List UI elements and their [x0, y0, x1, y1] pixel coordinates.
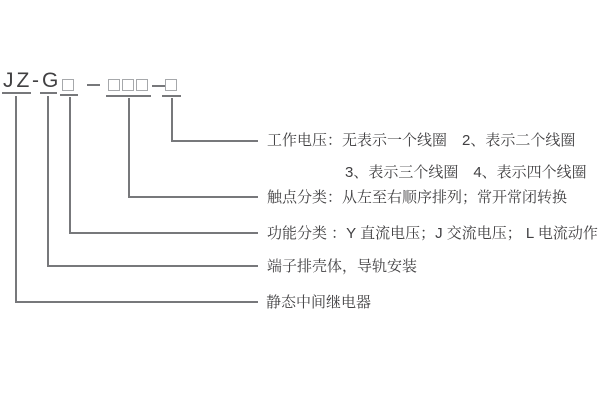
model-code-placeholder-box-contact-3 — [136, 79, 148, 91]
leader-vline-voltage — [171, 98, 173, 142]
leader-hline-voltage — [171, 140, 258, 142]
annotation-shell-mounting: 端子排壳体，导轨安装 — [267, 258, 418, 275]
annotation-working-voltage-line1: 工作电压：无表示一个线圈 2、表示二个线圈 — [267, 132, 576, 149]
leader-vline-relay-type — [15, 96, 17, 303]
model-code-series: JZ — [3, 69, 33, 92]
model-code-placeholder-box-function — [62, 79, 74, 91]
code-underline-series — [2, 92, 31, 94]
code-underline-contact — [106, 95, 151, 97]
model-code-dash-2 — [152, 85, 165, 87]
annotation-contact-classification: 触点分类：从左至右顺序排列；常开常闭转换 — [267, 189, 568, 206]
annotation-relay-type: 静态中间继电器 — [266, 294, 372, 311]
leader-vline-contact — [128, 98, 130, 198]
code-underline-voltage — [162, 95, 181, 97]
leader-hline-relay-type — [15, 301, 258, 303]
code-underline-function — [60, 94, 78, 96]
model-code-placeholder-box-contact-2 — [122, 79, 134, 91]
model-code-hyphen: - — [32, 69, 39, 92]
leader-hline-contact — [128, 196, 258, 198]
leader-hline-function — [69, 232, 258, 234]
model-code-mount-letter: G — [42, 69, 59, 92]
code-underline-mount — [40, 92, 57, 94]
model-code-dash-1 — [87, 84, 100, 86]
annotation-function-classification: 功能分类 ：Y 直流电压；J 交流电压； L 电流动作 — [267, 225, 598, 242]
leader-vline-function — [69, 97, 71, 234]
leader-vline-shell-mounting — [47, 96, 49, 267]
model-code-placeholder-box-contact-1 — [108, 79, 120, 91]
leader-hline-shell-mounting — [47, 265, 258, 267]
annotation-working-voltage-line2: 3、表示三个线圈 4、表示四个线圈 — [345, 164, 587, 181]
model-code-placeholder-box-voltage — [165, 79, 177, 91]
